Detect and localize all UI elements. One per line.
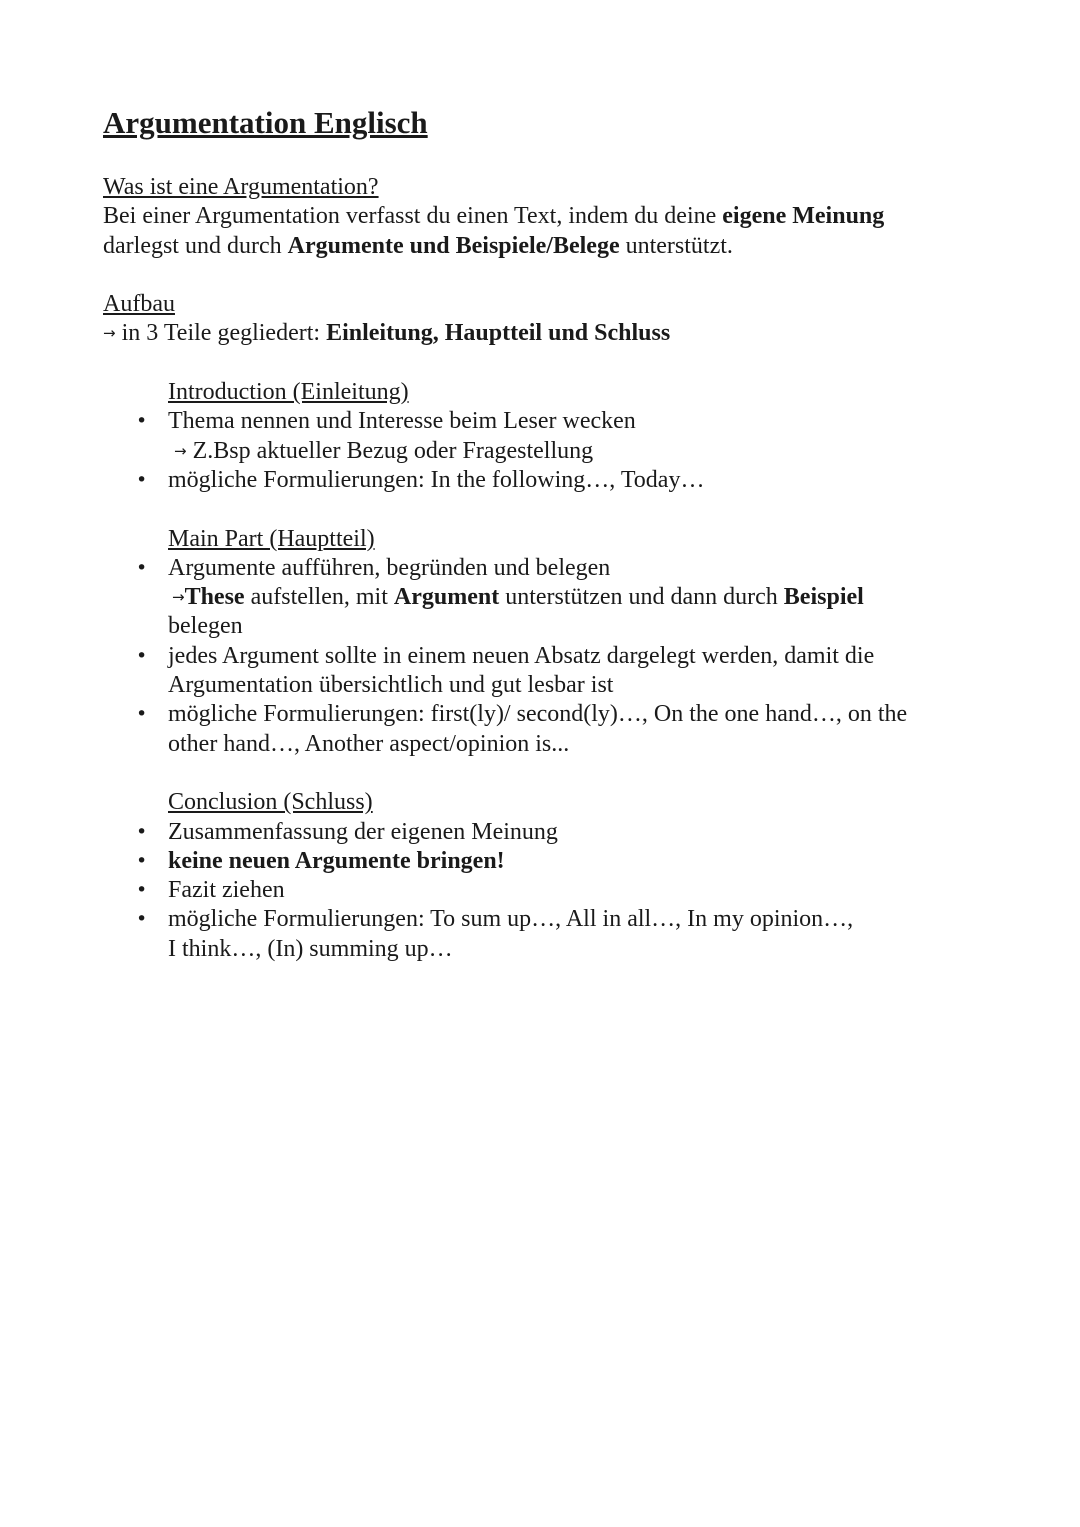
list-item-emphasis: Argument [393,584,500,611]
list-item [103,700,983,759]
list-item-text: mögliche Formulierungen: In the following…, Today… [168,466,705,493]
list-item-text: other hand…, Another aspect/opinion is... [168,730,570,757]
list-item-text: I think…, (In) summing up… [168,935,453,962]
list-item-text: mögliche Formulierungen: first(ly)/ second(ly)…, On the one hand…, on the [168,701,908,728]
structure-emphasis: Einleitung, Hauptteil und Schluss [326,320,671,347]
bullet-icon: • [136,410,148,433]
list-item-text: mögliche Formulierungen: To sum up…, All in all…, In my opinion…, [168,906,854,933]
arrow-icon: → [172,588,185,607]
definition-line-2 [103,232,983,261]
list-item-text: Fazit ziehen [168,877,285,904]
list-item [103,847,983,876]
list-item-text: Argumente aufführen, begründen und belegen [168,554,611,581]
list-item [103,818,983,847]
definition-emphasis: eigene Meinung [722,203,885,230]
structure-heading: Aufbau [103,291,175,318]
bullet-icon: • [136,644,148,667]
list-item-text: Argumentation übersichtlich und gut lesbar ist [168,672,614,699]
bullet-icon: • [136,879,148,902]
main-part-list [103,554,983,759]
bullet-icon: • [136,468,148,491]
definition-text: darlegst und durch [103,232,288,259]
conclusion-list [103,818,983,964]
main-part-heading: Main Part (Hauptteil) [168,525,375,552]
conclusion-heading: Conclusion (Schluss) [168,789,373,816]
arrow-icon: → [103,324,116,343]
document-title: Argumentation Englisch [103,105,428,140]
definition-section [103,173,983,261]
list-item-emphasis: These [184,584,245,611]
list-item-text: Thema nennen und Interesse beim Leser wecken [168,408,636,435]
bullet-icon: • [136,849,148,872]
list-item-text: Zusammenfassung der eigenen Meinung [168,818,558,845]
structure-section [103,290,983,349]
list-item [103,876,983,905]
list-item [103,466,983,495]
definition-line-1 [103,202,983,231]
structure-summary [103,319,983,348]
list-item [103,905,983,964]
introduction-heading: Introduction (Einleitung) [168,379,409,406]
definition-text: unterstützt. [619,232,733,259]
list-item [103,407,983,466]
list-item-emphasis: keine neuen Argumente bringen! [168,847,505,874]
definition-heading: Was ist eine Argumentation? [103,174,379,200]
document-page [103,100,983,964]
list-item-subtext: aufstellen, mit [244,584,394,611]
list-item-subtext: belegen [168,613,243,640]
bullet-icon: • [136,908,148,931]
conclusion-section [103,788,983,964]
list-item [103,554,983,642]
definition-text: Bei einer Argumentation verfasst du einen Text, indem du deine [103,203,723,230]
list-item-subtext: Z.Bsp aktueller Bezug oder Fragestellung [186,437,594,464]
bullet-icon: • [136,703,148,726]
list-item [103,642,983,701]
bullet-icon: • [136,820,148,843]
introduction-section [103,378,983,495]
introduction-list [103,407,983,495]
arrow-icon: → [174,441,187,460]
list-item-text: jedes Argument sollte in einem neuen Absatz dargelegt werden, damit die [168,642,875,669]
list-item-emphasis: Beispiel [783,584,864,611]
list-item-subtext: unterstützen und dann durch [499,584,784,611]
definition-emphasis: Argumente und Beispiele/Belege [287,232,620,259]
bullet-icon: • [136,556,148,579]
main-part-section [103,525,983,759]
structure-text: in 3 Teile gegliedert: [115,320,327,347]
